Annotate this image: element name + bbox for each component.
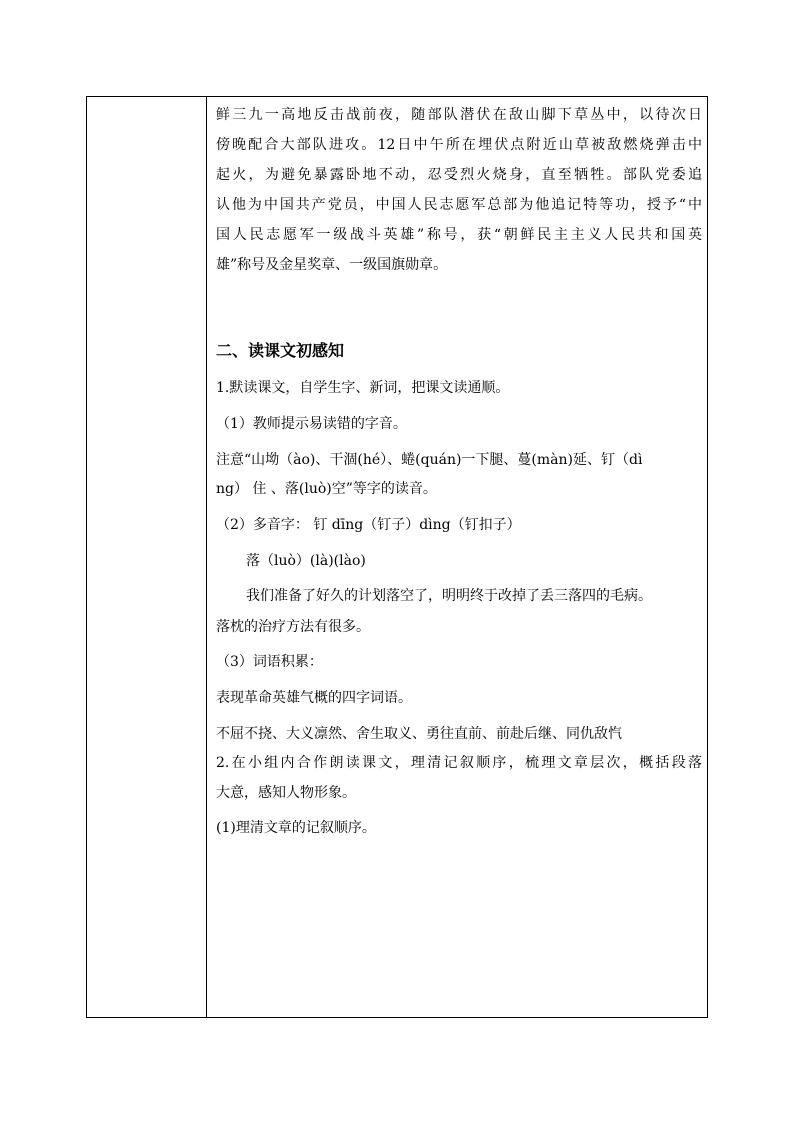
example-sentence-line-1: 我们准备了好久的计划落空了，明明终于改掉了丢三落四的毛病。 <box>246 588 652 604</box>
table-left-column <box>87 97 207 1017</box>
item-2-line-2: 大意，感知人物形象。 <box>216 785 356 801</box>
section-heading: 二、读课文初感知 <box>216 341 345 360</box>
pronunciation-note-line-1: 注意“山坳（ào)、干涸(hé）、蜷(quán)一下腿、蔓(màn)延、钉（dì <box>216 452 643 468</box>
bio-line-1: 鲜三九一高地反击战前夜，随部队潜伏在敌山脚下草丛中，以待次日 <box>216 107 702 123</box>
luo-readings: 落（luò）(là)(lào) <box>246 553 366 569</box>
example-sentence-line-2: 落枕的治疗方法有很多。 <box>216 619 370 635</box>
vocab-intro: 表现革命英雄气概的四字词语。 <box>216 690 412 706</box>
vocab-list: 不屈不挠、大义凛然、舍生取义、勇往直前、前赴后继、同仇敌忾 <box>216 726 622 742</box>
bio-line-3: 起火，为避免暴露卧地不动，忍受烈火烧身，直至牺牲。部队党委追 <box>216 167 702 183</box>
sub-item-4: (1)理清文章的记叙顺序。 <box>216 820 376 836</box>
lesson-table <box>86 96 708 1018</box>
item-2-line-1: 2.在小组内合作朗读课文，理清记叙顺序，梳理文章层次，概括段落 <box>216 755 702 771</box>
pronunciation-note-line-2: ng） 住 、落(luò)空”等字的读音。 <box>216 481 437 497</box>
sub-item-1: （1）教师提示易读错的字音。 <box>216 416 407 432</box>
bio-line-2: 傍晚配合大部队进攻。12日中午所在埋伏点附近山草被敌燃烧弹击中 <box>216 137 702 153</box>
bio-line-5: 国人民志愿军一级战斗英雄”称号，获“朝鲜民主主义人民共和国英 <box>216 227 702 243</box>
sub-item-2: （2）多音字： 钉 dīng（钉子）dìng（钉扣子） <box>216 517 521 533</box>
sub-item-3: （3）词语积累： <box>216 654 323 670</box>
item-1: 1.默读课文，自学生字、新词，把课文读通顺。 <box>216 380 510 396</box>
bio-line-4: 认他为中国共产党员，中国人民志愿军总部为他追记特等功，授予“中 <box>216 197 702 213</box>
bio-line-6: 雄”称号及金星奖章、一级国旗勋章。 <box>216 257 448 273</box>
